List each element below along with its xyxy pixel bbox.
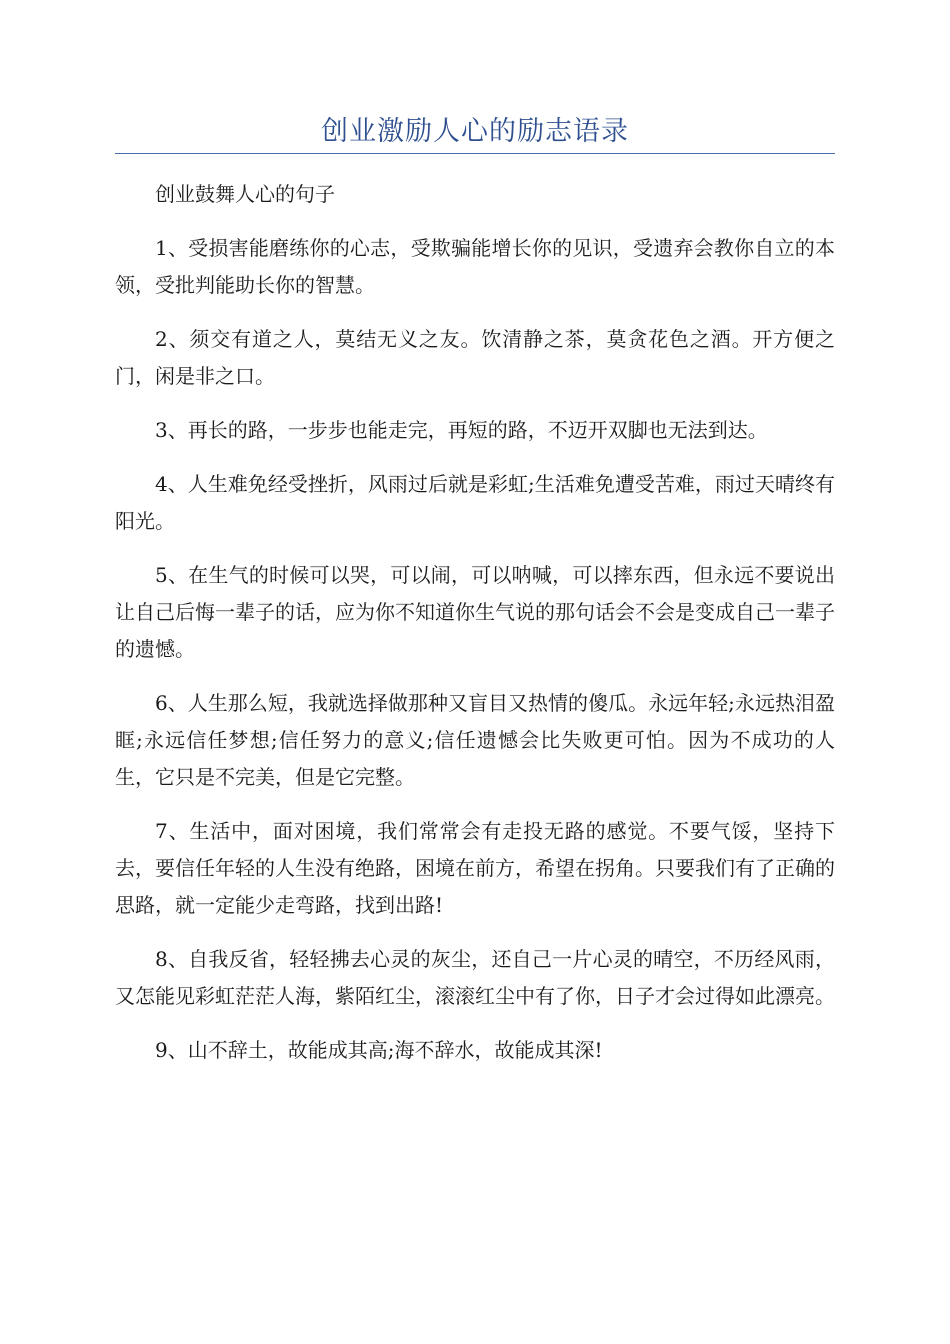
document-title: 创业激励人心的励志语录 [321,116,629,147]
quote-paragraph-9: 9、山不辞土，故能成其高;海不辞水，故能成其深! [155,1038,603,1062]
quote-paragraph-7: 7、生活中，面对困境，我们常常会有走投无路的感觉。不要气馁，坚持下去，要信任年轻的人生没有绝路，困境在前方，希望在拐角。只要我们有了正确的思路，就一定能少走弯路，找到出路! [115,819,835,917]
quote-paragraph-5: 5、在生气的时候可以哭，可以闹，可以呐喊，可以摔东西，但永远不要说出让自己后悔一辈子的话，应为你不知道你生气说的那句话会不会是变成自己一辈子的遗憾。 [115,563,835,661]
section-heading: 创业鼓舞人心的句子 [155,182,335,206]
quote-paragraph-4: 4、人生难免经受挫折，风雨过后就是彩虹;生活难免遭受苦难，雨过天晴终有阳光。 [115,472,835,533]
quote-paragraph-6: 6、人生那么短，我就选择做那种又盲目又热情的傻瓜。永远年轻;永远热泪盈眶;永远信任梦想;信任努力的意义;信任遗憾会比失败更可怕。因为不成功的人生，它只是不完美，但是它完整。 [115,691,835,789]
title-underline [115,153,835,154]
document-body [115,176,835,1086]
quote-paragraph-8: 8、自我反省，轻轻拂去心灵的灰尘，还自己一片心灵的晴空，不历经风雨，又怎能见彩虹茫茫人海，紫陌红尘，滚滚红尘中有了你，日子才会过得如此漂亮。 [115,947,835,1008]
quote-paragraph-3: 3、再长的路，一步步也能走完，再短的路，不迈开双脚也无法到达。 [155,418,768,442]
quote-paragraph-2: 2、须交有道之人，莫结无义之友。饮清静之茶，莫贪花色之酒。开方便之门，闲是非之口。 [115,327,835,388]
quote-paragraph-1: 1、受损害能磨练你的心志，受欺骗能增长你的见识，受遗弃会教你自立的本领，受批判能助长你的智慧。 [115,236,835,297]
